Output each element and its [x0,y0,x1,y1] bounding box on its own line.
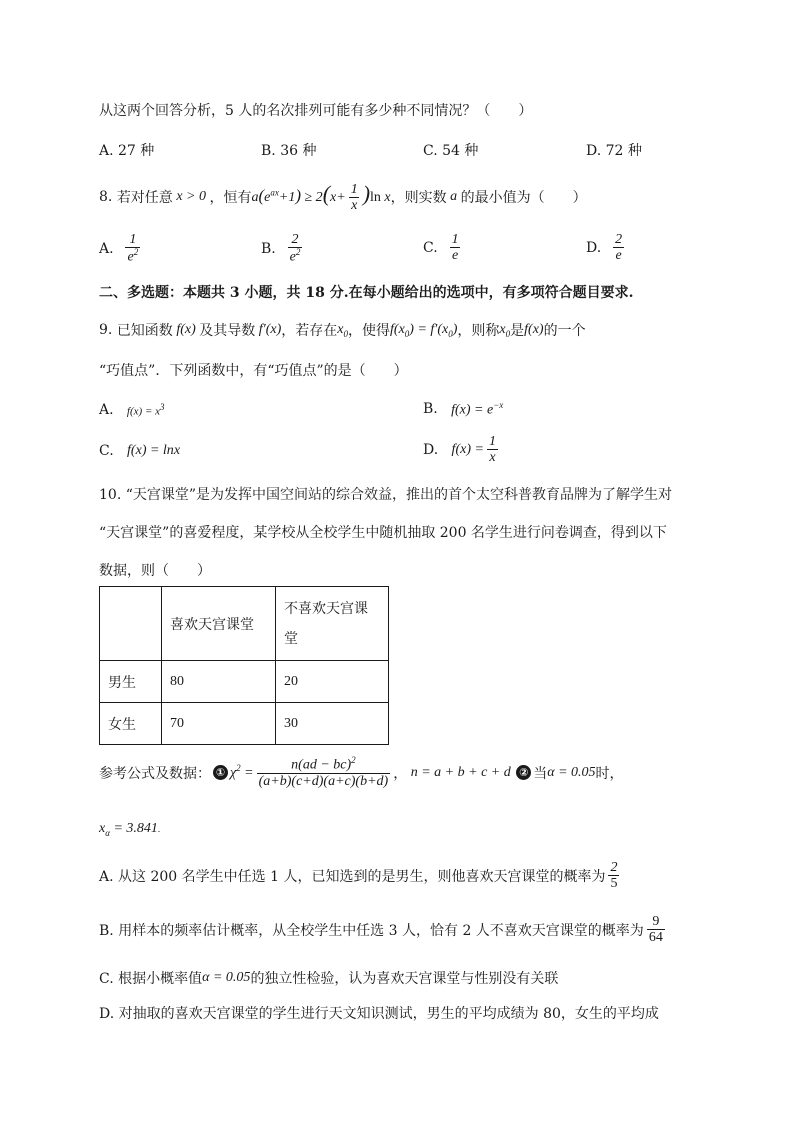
table-header-like: 喜欢天宫课堂 [162,587,276,661]
q9-option-c: C. f(x) = lnx [99,443,181,459]
q10-option-c: C. 根据小概率值 α = 0.05 的独立性检验，认为喜欢天宫课堂与性别没有关联 [99,970,559,987]
q10-line1: 10. “天宫课堂”是为发挥中国空间站的综合效益，推出的首个太空科普教育品牌为了解学生对 [99,487,673,503]
q7-option-b: B. 36 种 [261,143,317,159]
table-cell: 20 [276,661,389,703]
q10-option-b: B. 用样本的频率估计概率，从全校学生中任选 3 人，恰有 2 人不喜欢天宫课堂的概率为 $\frac{9}{64}$ [99,914,663,946]
table-header-dislike: 不喜欢天宫课 堂 [276,587,389,661]
q7-option-a: A. 27 种 [99,143,155,159]
table-cell: 70 [162,703,276,745]
q9-option-a: A. $f(x) = x^3$ [99,402,165,418]
table-header-blank [100,587,162,661]
q8-option-d: D. $\frac{2}{e}$ [586,232,623,264]
q10-option-d: D. 对抽取的喜欢天宫课堂的学生进行天文知识测试，男生的平均成绩为 80，女生的平均成 [99,1006,659,1022]
chi-square-fraction: $\frac{n(ad - bc)^2}{(a+b)(c+d)(a+c)(b+d)}$ [258,755,389,790]
q8-option-b: B. $\frac{2}{e^2}$ [261,232,301,266]
table-header-row [100,587,389,661]
q9-line2: “巧值点”．下列函数中，有“巧值点”的是（ ） [99,363,408,379]
row-label: 男生 [100,661,162,703]
q9-option-d: D. f(x) = $\frac{1}{x}$ [423,434,496,466]
q8-inequality: $a(e^{ax}+1) \ge 2(x+$ $\frac{1}{x}$ )ln x [251,180,391,213]
reference-formula: 参考公式及数据： ① $\chi^2$ = $\frac{n(ad - bc)^2}{(a+b)(c+d)(a+c)(b+d)}$ ， n = a + b + c + d ② 当 α = 0.05 时， [99,755,624,790]
q9-option-b: B. $f(x) = e^{-x}$ [423,400,504,418]
circled-one-icon: ① [213,765,228,780]
critical-value: $x_\alpha = 3.841$. [99,821,161,838]
q7-option-c: C. 54 种 [423,143,479,159]
table-row [100,661,389,703]
q8-condition: x > 0 [172,189,206,204]
q10-line2: “天宫课堂”的喜爱程度，某学校从全校学生中随机抽取 200 名学生进行问卷调查，得到以下 [99,525,667,541]
q8-stem: 8. 若对任意 x > 0 ，恒有 $a(e^{ax}+1) \ge 2(x+$ $\frac{1}{x}$ )ln x ，则实数 a 的最小值为（ ） [99,180,587,213]
row-label: 女生 [100,703,162,745]
table-row [100,703,389,745]
q8-option-c: C. $\frac{1}{e}$ [423,232,459,264]
q7-stem: 从这两个回答分析，5 人的名次排列可能有多少种不同情况？（ ） [99,103,533,119]
circled-two-icon: ② [516,765,531,780]
q10-option-a: A. 从这 200 名学生中任选 1 人，已知选到的是男生，则他喜欢天宫课堂的概率为 $\frac{2}{5}$ [99,860,618,892]
q10-line3: 数据，则（ ） [99,563,211,579]
q9-stem: 9. 已知函数 f(x) 及其导数 f′(x) ，若存在 $x_0$ ，使得 $f(x_0) = f'(x_0)$ ，则称 $x_0$ 是 f(x) 的一个 [99,321,586,339]
survey-table [99,586,389,745]
q8-option-a: A. $\frac{1}{e^2}$ [99,232,139,266]
q7-option-d: D. 72 种 [586,143,642,159]
table-cell: 30 [276,703,389,745]
section-heading: 二、多选题：本题共 3 小题，共 18 分.在每小题给出的选项中，有多项符合题目要求. [99,285,634,301]
table-cell: 80 [162,661,276,703]
